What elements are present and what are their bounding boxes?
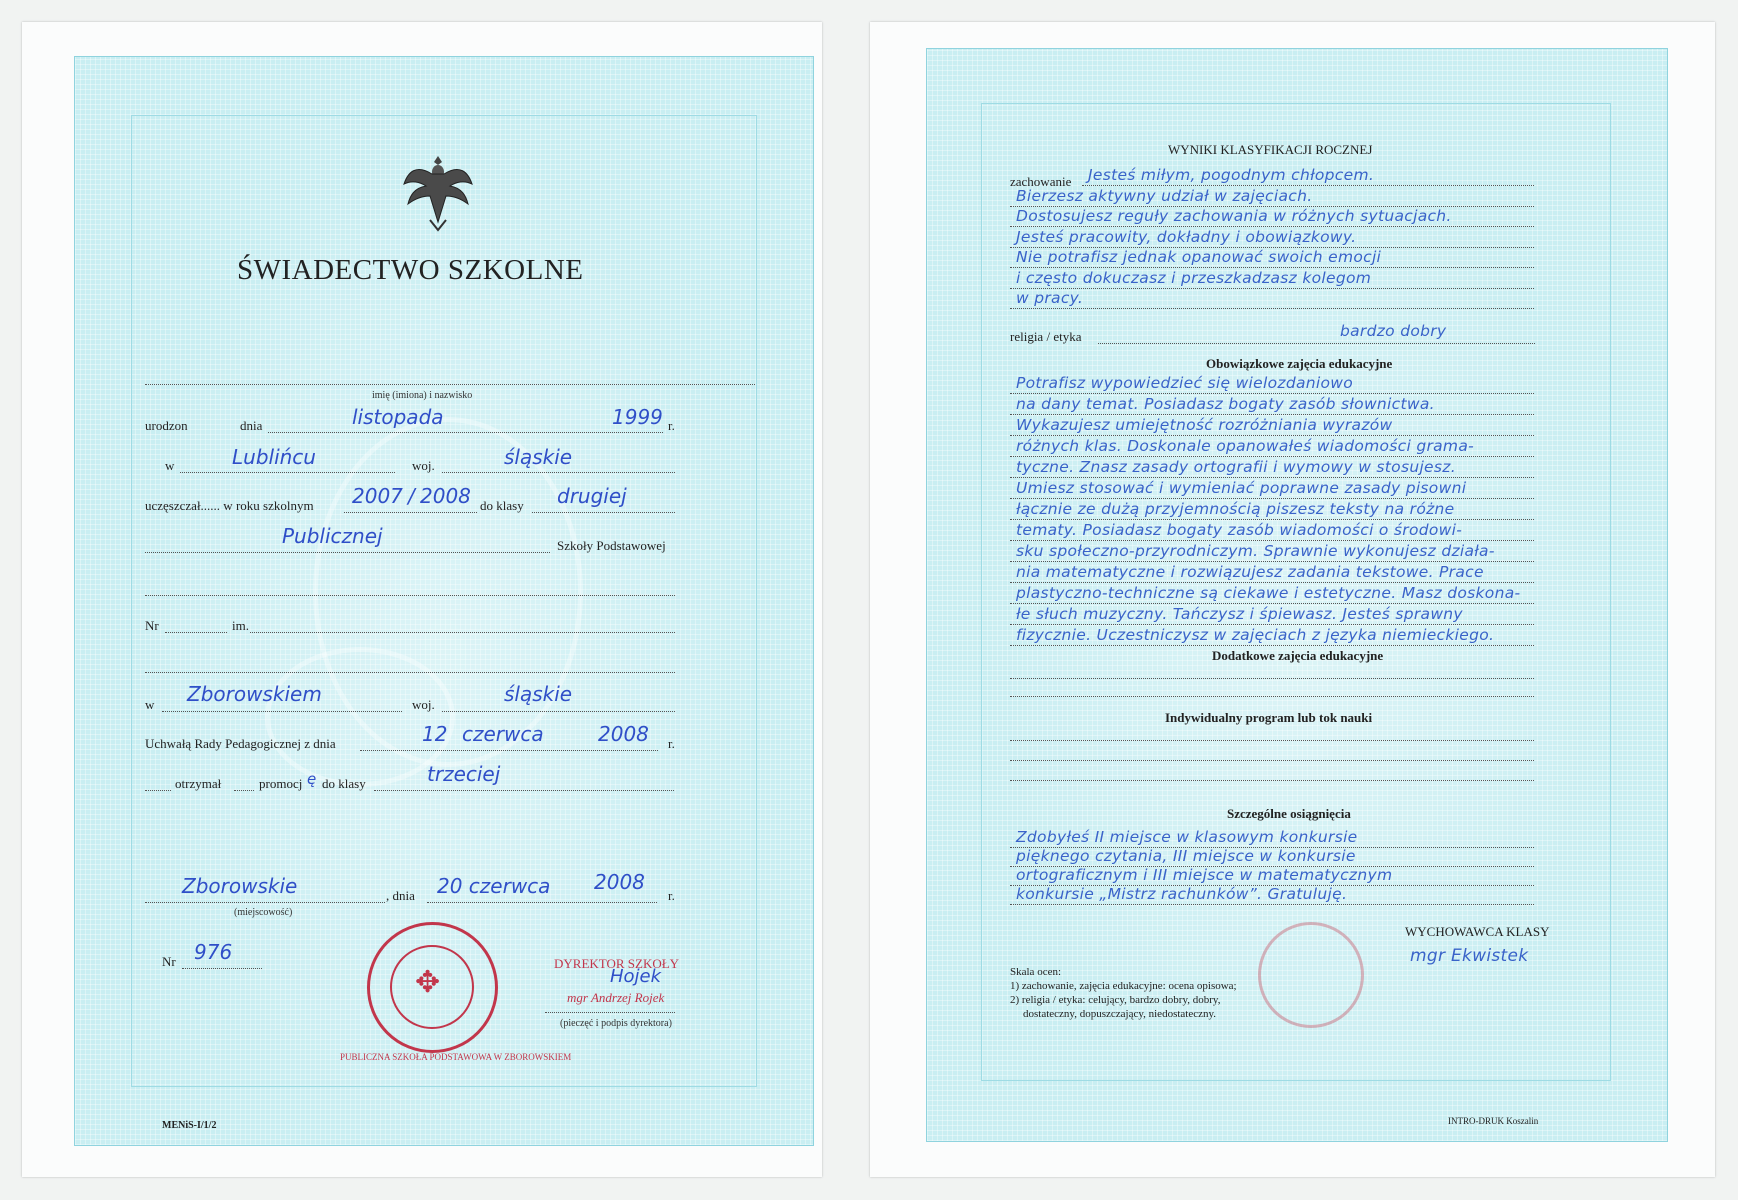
name-caption: imię (imiona) i nazwisko [372,390,473,401]
mandatory-dotted-line [1010,456,1534,457]
director-name: mgr Andrzej Rojek [567,990,665,1005]
religion-grade: bardzo dobry [1340,322,1447,340]
mandatory-heading: Obowiązkowe zajęcia edukacyjne [1206,356,1393,371]
individual-line-3 [1010,780,1534,781]
town-woj-label: woj. [412,697,435,712]
printer-name: INTRO-DRUK Koszalin [1448,1116,1539,1126]
resolution-label: Uchwałą Rady Pedagogicznej z dnia [145,736,336,751]
left-page [22,22,822,1177]
behavior-dotted-line [1010,308,1534,309]
name-line [145,384,755,385]
mandatory-dotted-line [1010,498,1534,499]
class-line [532,512,675,513]
cert-number: 976 [194,940,233,964]
additional-heading: Dodatkowe zajęcia edukacyjne [1212,648,1384,663]
birth-woj-label: woj. [412,458,435,473]
individual-heading: Indywidualny program lub tok nauki [1165,710,1373,725]
director-signature: Hojek [610,966,662,987]
school-year-end: 2008 [420,484,471,508]
school-year-line [344,512,477,513]
achievements-text-line: ortograficznym i III miejsce w matematycznym [1016,866,1393,884]
received-label: otrzymał [175,776,222,791]
birth-date-line [268,432,663,433]
additional-line-1 [1010,678,1534,679]
stamp-text: PUBLICZNA SZKOŁA PODSTAWOWA W ZBOROWSKIEM [340,1052,572,1062]
additional-line-2 [1010,696,1534,697]
teacher-name: mgr Ekwistek [1410,946,1529,966]
school-year-sep: / [408,484,415,508]
achievements-heading: Szczególne osiągnięcia [1227,806,1351,821]
mandatory-dotted-line [1010,561,1534,562]
mandatory-dotted-line [1010,414,1534,415]
patron-line [250,632,675,633]
born-label: urodzon [145,418,188,433]
school-extra-line [145,595,675,596]
school-type-line [145,552,550,553]
mandatory-text-line: Potrafisz wypowiedzieć się wielozdaniowo [1016,374,1354,392]
right-page [870,22,1715,1177]
birth-province: śląskie [504,445,573,469]
behavior-text-line: i często dokuczasz i przeszkadzasz kolegom [1016,268,1372,287]
scale-line-1: 1) zachowanie, zajęcia edukacyjne: ocena opisowa; [1010,980,1237,992]
mandatory-dotted-line [1010,435,1534,436]
attended-label: uczęszczał...... w roku szkolnym [145,498,314,513]
resolution-day: 12 [422,722,448,746]
behavior-dotted-line [1010,288,1534,289]
mandatory-text-line: fizycznie. Uczestniczysz w zajęciach z języka niemieckiego. [1016,626,1495,644]
mandatory-dotted-line [1010,582,1534,583]
issue-year-suffix: r. [668,888,675,903]
director-signature-line [545,1012,675,1013]
cert-nr-label: Nr [162,954,176,969]
behavior-text-line: Dostosujesz reguły zachowania w różnych sytuacjach. [1016,207,1452,225]
issue-date-line [427,902,657,903]
behavior-text-line: Nie potrafisz jednak opanować swoich emocji [1016,248,1382,266]
school-year-start: 2007 [352,484,403,508]
scale-line-2: 2) religia / etyka: celujący, bardzo dobry, dobry, [1010,994,1221,1006]
town-w-label: w [145,697,155,712]
next-class: trzeciej [427,762,501,786]
individual-line-1 [1010,740,1534,741]
mandatory-dotted-line [1010,603,1534,604]
mandatory-dotted-line [1010,540,1534,541]
nr-line [165,632,227,633]
place-caption: (miejscowość) [234,907,293,918]
birth-place: Lublińcu [232,445,316,469]
school-kind: Szkoły Podstawowej [557,538,666,553]
im-label: im. [232,618,249,633]
mandatory-dotted-line [1010,645,1534,646]
received-suffix-line [234,790,254,791]
mandatory-text-line: łącznie ze dużą przyjemnością piszesz teksty na różne [1016,500,1455,518]
birth-year: 1999 [612,405,663,429]
school-province: śląskie [504,682,573,706]
form-code: MENiS-I/1/2 [162,1120,217,1131]
mandatory-text-line: Wykazujesz umiejętność rozróżniania wyrazów [1016,416,1393,434]
scale-line-3: dostateczny, dopuszczający, niedostateczny. [1023,1008,1217,1020]
next-class-line [374,790,674,791]
resolution-year: 2008 [598,722,649,746]
promotion-suffix: ę [307,770,317,788]
behavior-text-line: w pracy. [1016,289,1084,307]
patron-line-2 [145,672,675,673]
behavior-label: zachowanie [1010,174,1072,189]
resolution-month: czerwca [462,722,544,746]
achievements-dotted-line [1010,904,1534,905]
cert-nr-line [182,968,262,969]
mandatory-dotted-line [1010,477,1534,478]
issue-date: 20 czerwca [437,874,551,898]
results-title: WYNIKI KLASYFIKACJI ROCZNEJ [1168,142,1373,157]
promotion-label: promocj [259,776,303,791]
scale-title: Skala ocen: [1010,966,1062,978]
birth-month: listopada [352,405,444,429]
director-title: DYREKTOR SZKOŁY [554,956,680,971]
birth-province-line [442,472,675,473]
religion-label: religia / etyka [1010,329,1082,344]
achievements-text-line: konkursie „Mistrz rachunków”. Gratuluję. [1016,885,1348,903]
received-prefix-line [145,790,171,791]
day-label: dnia [240,418,263,433]
school-type: Publicznej [282,524,383,548]
issue-place-line [145,902,385,903]
mandatory-text-line: tematy. Posiadasz bogaty zasób wiadomości o środowi- [1016,521,1463,539]
town-line [162,711,402,712]
achievements-text-line: Zdobyłeś II miejsce w klasowym konkursie [1016,828,1358,846]
resolution-year-suffix: r. [668,736,675,751]
town-province-line [442,711,675,712]
mandatory-dotted-line [1010,519,1534,520]
mandatory-text-line: sku społeczno-przyrodniczym. Sprawnie wykonujesz działa- [1016,542,1495,560]
mandatory-text-line: na dany temat. Posiadasz bogaty zasób słownictwa. [1016,395,1435,413]
birth-place-w-label: w [165,458,175,473]
religion-line [1098,343,1535,344]
birth-year-suffix: r. [668,418,675,433]
mandatory-text-line: plastyczno-techniczne są ciekawe i estetyczne. Masz doskona- [1016,584,1521,602]
school-stamp [367,922,498,1053]
mandatory-text-line: tyczne. Znasz zasady ortografii i wymowy w stosujesz. [1016,458,1456,476]
mandatory-text-line: Umiesz stosować i wymieniać poprawne zasady pisowni [1016,479,1467,497]
teacher-stamp [1258,922,1364,1028]
stamp-eagle-icon: ✥ [415,966,441,999]
teacher-label: WYCHOWAWCA KLASY [1405,924,1550,939]
mandatory-dotted-line [1010,393,1534,394]
issue-place: Zborowskie [182,874,298,898]
issue-day-label: , dnia [386,888,415,903]
mandatory-text-line: różnych klas. Doskonale opanowałeś wiadomości grama- [1016,437,1475,455]
school-town: Zborowskiem [187,682,322,706]
birth-place-line [180,472,395,473]
to-class-label-2: do klasy [322,776,366,791]
behavior-text-line: Bierzesz aktywny udział w zajęciach. [1016,186,1313,205]
achievements-text-line: pięknego czytania, III miejsce w konkursie [1016,847,1356,865]
eagle-emblem-icon [402,150,474,232]
behavior-text-line: Jesteś miłym, pogodnym chłopcem. [1088,166,1375,184]
mandatory-dotted-line [1010,624,1534,625]
mandatory-text-line: nia matematyczne i rozwiązujesz zadania tekstowe. Prace [1016,563,1484,581]
behavior-text-line: Jesteś pracowity, dokładny i obowiązkowy. [1016,227,1357,246]
issue-year: 2008 [594,870,645,894]
nr-label: Nr [145,618,159,633]
mandatory-text-line: łe słuch muzyczny. Tańczysz i śpiewasz. Jesteś sprawny [1016,605,1463,623]
certificate-title: ŚWIADECTWO SZKOLNE [237,254,584,286]
class-name: drugiej [557,484,627,508]
individual-line-2 [1010,760,1534,761]
director-caption: (pieczęć i podpis dyrektora) [560,1018,672,1029]
to-class-label: do klasy [480,498,524,513]
resolution-line [360,750,658,751]
